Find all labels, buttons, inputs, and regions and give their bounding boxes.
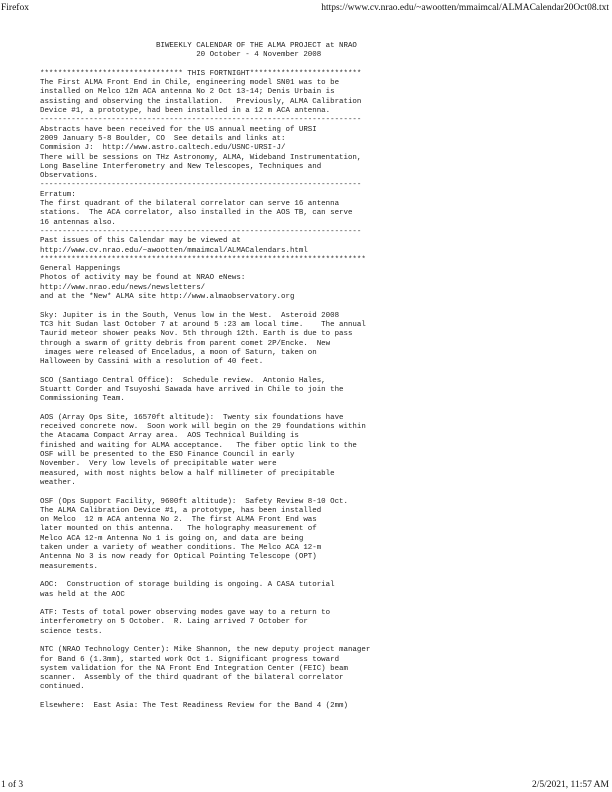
document-line: The First ALMA Front End in Chile, engineering model SN01 was to be xyxy=(40,79,340,88)
document-line: received concrete now. Soon work will begin on the 29 foundations within xyxy=(40,423,366,432)
document-line: There will be sessions on THz Astronomy, ALMA, Wideband Instrumentation, xyxy=(40,153,362,162)
document-line: 2009 January 5-8 Boulder, CO See details and links at: xyxy=(40,134,286,143)
document-line: BIWEEKLY CALENDAR OF THE ALMA PROJECT at NRAO xyxy=(40,42,357,50)
document-line: Stuartt Corder and Tsuyoshi Sawada have arrived in Chile to join the xyxy=(40,385,344,394)
document-line: 20 October - 4 November 2008 xyxy=(40,51,322,60)
document-line: ------------------------------------------------------------------------ xyxy=(40,181,362,190)
document-line: continued. xyxy=(40,683,85,692)
browser-app-name: Firefox xyxy=(1,3,29,13)
document-line: General Happenings xyxy=(40,265,121,274)
document-line: assisting and observing the installation. Previously, ALMA Calibration xyxy=(40,97,362,106)
document-line: Elsewhere: East Asia: The Test Readiness Review for the Band 4 (2mm) xyxy=(40,702,348,711)
document-line: Long Baseline Interferometry and New Telescopes, Techniques and xyxy=(40,162,322,171)
document-line xyxy=(40,405,605,414)
document-line: later mounted on this antenna. The holography measurement of xyxy=(40,525,317,534)
document-line xyxy=(40,600,605,609)
document-line: AOC: Construction of storage building is ongoing. A CASA tutorial xyxy=(40,581,335,590)
document-line: interferometry on 5 October. R. Laing arrived 7 October for xyxy=(40,618,308,627)
document-line: the Atacama Compact Array area. AOS Technical Building is xyxy=(40,432,299,441)
document-url: https://www.cv.nrao.edu/~awootten/mmaimcal/ALMACalendar20Oct08.txt xyxy=(321,3,609,13)
document-line: ------------------------------------------------------------------------ xyxy=(40,116,362,125)
document-line: scanner. Assembly of the third quadrant of the bilateral correlator xyxy=(40,674,344,683)
document-line: Melco ACA 12-m Antenna No 1 is going on, and data are being xyxy=(40,534,304,543)
document-line: November. Very low levels of precipitable water were xyxy=(40,460,277,469)
document-line xyxy=(40,367,605,376)
document-line xyxy=(40,637,605,646)
document-line: science tests. xyxy=(40,627,103,636)
document-line: on Melco 12 m ACA antenna No 2. The first ALMA Front End was xyxy=(40,516,317,525)
document-line: Past issues of this Calendar may be viewed at xyxy=(40,237,241,246)
document-line: ************************************************************************* xyxy=(40,255,366,264)
document-line: http://www.nrao.edu/news/newsletters/ xyxy=(40,283,206,292)
document-line: http://www.cv.nrao.edu/~awootten/mmaimcal/ALMACalendars.html xyxy=(40,246,308,255)
document-line: TC3 hit Sudan last October 7 at around 5 :23 am local time. The annual xyxy=(40,320,366,329)
document-line: Device #1, a prototype, had been installed in a 12 m ACA antenna. xyxy=(40,107,331,116)
document-line: Halloween by Cassini with a resolution of 40 feet. xyxy=(40,358,264,367)
document-line: installed on Melco 12m ACA antenna No 2 Oct 13-14; Denis Urbain is xyxy=(40,88,335,97)
document-line: ------------------------------------------------------------------------ xyxy=(40,227,362,236)
document-line: SCO (Santiago Central Office): Schedule review. Antonio Hales, xyxy=(40,376,326,385)
document-line: Abstracts have been received for the US annual meeting of URSI xyxy=(40,125,317,134)
document-line: measured, with most nights below a half millimeter of precipitable xyxy=(40,469,335,478)
document-line: was held at the AOC xyxy=(40,590,125,599)
document-line: 16 antennas also. xyxy=(40,218,116,227)
document-line: and at the *New* ALMA site http://www.almaobservatory.org xyxy=(40,293,295,302)
document-line: through a swarm of gritty debris from parent comet 2P/Encke. New xyxy=(40,339,331,348)
document-line: Commision J: http://www.astro.caltech.edu/USNC-URSI-J/ xyxy=(40,144,286,153)
document-line xyxy=(40,61,605,70)
document-line: The first quadrant of the bilateral correlator can serve 16 antenna xyxy=(40,200,340,209)
document-line: Photos of activity may be found at NRAO eNews: xyxy=(40,274,246,283)
document-line: stations. The ACA correlator, also installed in the AOS TB, can serve xyxy=(40,209,353,218)
document-line: OSF (Ops Support Facility, 9600ft altitude): Safety Review 8-10 Oct. xyxy=(40,497,348,506)
page-indicator: 1 of 3 xyxy=(1,780,24,790)
document-line: for Band 6 (1.3mm), started work Oct 1. Significant progress toward xyxy=(40,655,340,664)
document-line: system validation for the NA Front End Integration Center (FEIC) beam xyxy=(40,664,348,673)
document-line: Commissioning Team. xyxy=(40,395,125,404)
print-timestamp: 2/5/2021, 11:57 AM xyxy=(532,780,609,790)
document-line: ******************************** THIS FORTNIGHT************************* xyxy=(40,69,362,78)
document-line xyxy=(40,488,605,497)
document-line xyxy=(40,572,605,581)
document-line: The ALMA Calibration Device #1, a prototype, has been installed xyxy=(40,506,322,515)
document-line: Antenna No 3 is now ready for Optical Pointing Telescope (OPT) xyxy=(40,553,317,562)
document-line: images were released of Enceladus, a moon of Saturn, taken on xyxy=(40,348,317,357)
document-line: Taurid meteor shower peaks Nov. 5th through 12th. Earth is due to pass xyxy=(40,330,353,339)
document-line: OSF will be presented to the ESO Finance Council in early xyxy=(40,451,295,460)
document-line: ATF: Tests of total power observing modes gave way to a return to xyxy=(40,609,331,618)
document-line: AOS (Array Ops Site, 16570ft altitude): Twenty six foundations have xyxy=(40,413,344,422)
document-line xyxy=(40,693,605,702)
document-line: taken under a variety of weather conditions. The Melco ACA 12-m xyxy=(40,544,322,553)
document-line: NTC (NRAO Technology Center): Mike Shannon, the new deputy project manager xyxy=(40,646,371,655)
document-line xyxy=(40,302,605,311)
document-line: Observations. xyxy=(40,172,99,181)
document-line: Sky: Jupiter is in the South, Venus low in the West. Asteroid 2008 xyxy=(40,311,340,320)
document-line: weather. xyxy=(40,478,76,487)
document-line: measurements. xyxy=(40,562,99,571)
document-line: finished and waiting for ALMA acceptance. The fiber optic link to the xyxy=(40,441,357,450)
document-body xyxy=(40,42,605,711)
document-line: Erratum: xyxy=(40,190,76,199)
